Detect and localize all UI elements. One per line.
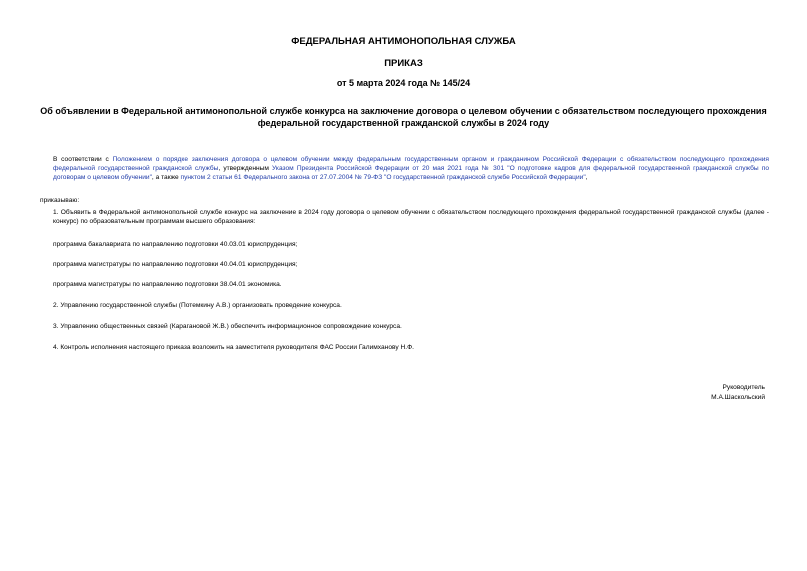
program-master-law: программа магистратуры по направлению подготовки 40.04.01 юриспруденция; [53, 261, 298, 268]
agency-heading: ФЕДЕРАЛЬНАЯ АНТИМОНОПОЛЬНАЯ СЛУЖБА [291, 36, 516, 47]
program-master-economics: программа магистратуры по направлению подготовки 38.04.01 экономика. [53, 281, 282, 288]
preamble-paragraph [40, 155, 769, 183]
document-type-heading: ПРИКАЗ [384, 58, 423, 69]
preamble-text-3: , а также [151, 174, 181, 182]
preamble-text-2: , утвержденным [218, 165, 273, 173]
preamble-text-1: В соответствии с [53, 156, 113, 163]
item-4-paragraph: 4. Контроль исполнения настоящего приказа возложить на заместителя руководителя ФАС России Галимханову Н.Ф. [53, 344, 414, 351]
federal-law-link[interactable]: пунктом 2 статьи 61 Федерального закона от 27.07.2004 № 79-ФЗ "О государственной гражданской службе Российской Федерации" [180, 174, 586, 182]
signatory-position: Руководитель [722, 384, 765, 391]
presidential-decree-link[interactable]: Указом Президента Российской Федерации от 20 мая 2021 года № 301 "О подготовке кадров для федеральной государственной гражданской службы по договорам о целевом обучении" [53, 165, 770, 182]
item-2-paragraph: 2. Управлению государственной службы (Потемкину А.В.) организовать проведение конкурса. [53, 302, 342, 309]
regulation-link[interactable]: Положением о порядке заключения договора о целевом обучении между федеральным государственным органом и гражданином Российской Федерации с обязательством последующего прохождения федеральной государственной гражданской службы [53, 156, 770, 173]
item-3-paragraph: 3. Управлению общественных связей (Карагановой Ж.В.) обеспечить информационное сопровождение конкурса. [53, 323, 402, 330]
order-word: приказываю: [40, 197, 80, 204]
preamble-text-4: , [585, 174, 588, 182]
signatory-name: М.А.Шаскольский [711, 394, 765, 401]
program-bachelor-law: программа бакалавриата по направлению подготовки 40.03.01 юриспруденция; [53, 241, 298, 248]
signature-block [711, 383, 765, 403]
date-number-heading: от 5 марта 2024 года № 145/24 [336, 78, 471, 88]
document-title: Об объявлении в Федеральной антимонопольной службе конкурса на заключение договора о целевом обучении с обязательством последующего прохождения федеральной государственной гражданской службы в 2024 году [40, 106, 767, 128]
item-1-paragraph: 1. Объявить в Федеральной антимонопольной службе конкурс на заключение в 2024 году договора о целевом обучении с обязательством последующего прохождения федеральной государственной гражданской службы (далее - конкурс) по образовательным программам высшего образования: [53, 209, 769, 226]
